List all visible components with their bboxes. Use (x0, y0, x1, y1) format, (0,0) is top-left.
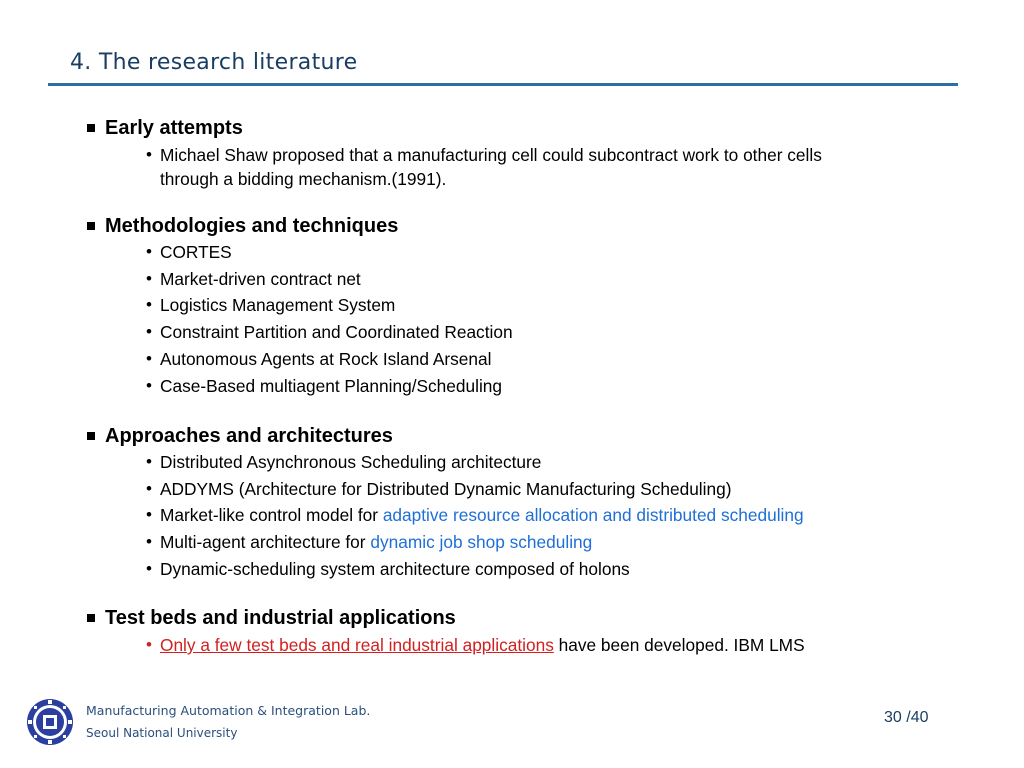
bullet-icon: • (146, 242, 152, 261)
university-seal-icon (26, 698, 74, 746)
bullet-icon: • (146, 268, 152, 288)
section-heading (87, 423, 960, 449)
section-heading-text: Approaches and architectures (105, 424, 393, 447)
square-bullet-icon (87, 614, 95, 622)
list-item (87, 346, 960, 373)
section-heading-text: Early attempts (105, 116, 243, 139)
list-item (87, 239, 960, 266)
list-item-text: Market-driven contract net (160, 268, 361, 289)
square-bullet-icon (87, 124, 95, 132)
list-item (87, 449, 960, 476)
section-approaches (87, 423, 960, 583)
square-bullet-icon (87, 432, 95, 440)
highlight-link[interactable]: adaptive resource allocation and distributed scheduling (382, 505, 804, 526)
bullet-icon: • (146, 452, 152, 471)
bullet-icon: • (146, 375, 152, 395)
list-item-text: Market-like control model for (160, 505, 383, 526)
bullet-icon: • (146, 145, 152, 164)
list-item (87, 292, 960, 319)
bullet-list (87, 143, 960, 191)
bullet-list (87, 449, 960, 583)
bullet-icon: • (146, 295, 152, 315)
section-heading-text: Methodologies and techniques (105, 214, 399, 237)
bullet-icon: • (146, 478, 152, 498)
list-item-text: Case-Based multiagent Planning/Scheduling (160, 375, 503, 396)
list-item-text-continued: through a bidding mechanism.(1991). (160, 169, 447, 189)
footer-lab-name: Manufacturing Automation & Integration Lab. (86, 703, 371, 718)
section-heading (87, 115, 960, 141)
list-item-text: Dynamic-scheduling system architecture composed of holons (160, 558, 630, 579)
list-item (87, 502, 960, 529)
bullet-icon: • (146, 558, 152, 578)
bullet-icon: • (146, 348, 152, 368)
page-number: 30 /40 (884, 709, 929, 726)
section-methodologies (87, 213, 960, 399)
bullet-icon: • (146, 635, 152, 654)
list-item-text: Multi-agent architecture for (160, 532, 371, 553)
section-heading (87, 605, 960, 631)
list-item (87, 556, 960, 583)
section-heading (87, 213, 960, 239)
list-item-text: ADDYMS (Architecture for Distributed Dynamic Manufacturing Scheduling) (160, 478, 732, 499)
list-item (87, 143, 960, 191)
footer-university: Seoul National University (86, 726, 238, 740)
list-item-text: Logistics Management System (160, 295, 396, 316)
section-test-beds (87, 605, 960, 659)
list-item (87, 529, 960, 556)
section-early-attempts (87, 115, 960, 191)
list-item (87, 476, 960, 503)
list-item-text: Distributed Asynchronous Scheduling architecture (160, 452, 542, 472)
underlined-link[interactable]: Only a few test beds and real industrial applications (160, 635, 554, 655)
list-item-text: have been developed. IBM LMS (553, 635, 805, 655)
list-item-text: Autonomous Agents at Rock Island Arsenal (160, 348, 492, 369)
bullet-icon: • (146, 505, 152, 525)
bullet-icon: • (146, 532, 152, 552)
list-item (87, 373, 960, 400)
list-item (87, 266, 960, 293)
square-bullet-icon (87, 222, 95, 230)
section-heading-text: Test beds and industrial applications (105, 606, 456, 629)
slide-title: 4. The research literature (70, 50, 358, 75)
highlight-link[interactable]: dynamic job shop scheduling (370, 532, 593, 553)
list-item-text: CORTES (160, 242, 232, 262)
list-item (87, 632, 960, 659)
list-item (87, 319, 960, 346)
list-item-text: Constraint Partition and Coordinated Reaction (160, 322, 513, 343)
bullet-list (87, 632, 960, 659)
bullet-list (87, 239, 960, 399)
list-item-text: Michael Shaw proposed that a manufacturing cell could subcontract work to other cells (160, 145, 822, 165)
title-divider (48, 83, 958, 86)
bullet-icon: • (146, 322, 152, 342)
